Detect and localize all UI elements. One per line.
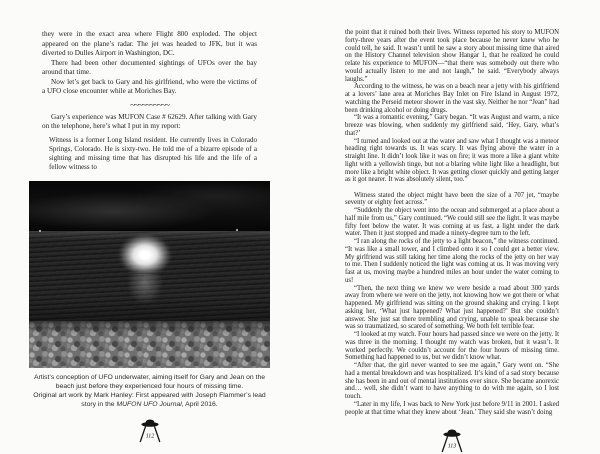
caption-credit-pre: Original art work by Mark Hanley: First appeared with Joseph Flammer’s lead story in the: [33, 391, 266, 408]
ufo-underwater-photo: [29, 181, 270, 368]
body-paragraph: Witness stated the object might have been the size of a 707 jet, “maybe seventy or eighty feet across.”: [345, 191, 559, 207]
caption-credit: [29, 391, 270, 409]
page-number: 113: [447, 443, 457, 450]
body-paragraph: “It was a romantic evening,” Gary began. “It was August and warm, a nice breeze was blowing, when suddenly my girlfriend said, ‘Hey, Gary, what’s that?’: [345, 114, 559, 137]
body-paragraph: “I looked at my watch. Four hours had passed since we were on the jetty. It was three in the morning. I thought my watch was broken, but it wasn’t. It worked perfectly. We couldn’t account for the four hours of missing time. Something had happened to us, but we didn’t know what.: [345, 331, 559, 362]
left-page: [29, 30, 270, 444]
journal-title: MUFON UFO Journal: [116, 400, 182, 408]
body-paragraph: they were in the exact area where Flight 800 exploded. The object appeared on the plane’s radar. The jet was headed to JFK, but it was diverted to Dulles Airport in Washington, DC.: [42, 30, 257, 57]
body-paragraph: According to the witness, he was on a beach near a jetty with his girlfriend at a lovers’ lane area at Moriches Bay Inlet on Fire Island in August 1972, watching the Perseid meteor shower in the vast sky. Neither he nor “Jean” had been drinking alcohol or doing drugs.: [345, 83, 559, 114]
ufo-underwater-light: [106, 224, 184, 286]
horizon-light-left: [39, 230, 41, 232]
pebble-beach: [29, 321, 270, 368]
report-intro-paragraph: Gary’s experience was MUFON Case # 62629. After talking with Gary on the telephone, here’s what I put in my report:: [42, 112, 257, 130]
section-divider: ~~~~~~~~~~: [130, 99, 169, 110]
body-paragraph: “Suddenly the object went into the ocean and submerged at a place about a half mile from us,” Gary continued. “We could still see the light. It was maybe fifty feet below the water. It was coming at us fast, a light under the dark water. Then it just stopped and made a ninety-degree turn to the left.: [345, 207, 559, 238]
body-paragraph: Now let’s get back to Gary and his girlfriend, who were the victims of a UFO close encounter while at Moriches Bay.: [42, 77, 257, 95]
caption-credit-post: , April 2016.: [181, 400, 218, 408]
body-paragraph: “Then, the next thing we knew we were beside a road about 300 yards away from where we were on the jetty, not knowing how we got there or what happened. My girlfriend was sitting on the ground shaking and crying. I kept asking her, ‘What just happened? What just happened?’ But she couldn’t answer. She just sat there trembling and crying, unable to speak because she was so traumatized, so scared of something. We both felt terrible fear.: [345, 284, 559, 331]
body-paragraph: There had been other documented sightings of UFOs over the bay around that time.: [42, 58, 257, 76]
photo-caption: [29, 373, 270, 409]
report-blockquote: Witness is a former Long Island resident. He currently lives in Colorado Springs, Colorado. He is sixty-two. He told me of a bizarre episode of a sighting and missing time that has disrupted his life and the life of a fellow witness to: [49, 135, 257, 172]
body-paragraph: the point that it ruined both their lives. Witness reported his story to MUFON forty-three years after the event took place because he never knew who he could tell, he said. It wasn’t until he saw a story about missing time that aired on the History Channel television show Hangar 1, that he realized he could relate his experience to MUFON—“that there was somebody out there who would actually listen to me and not laugh,” he said. “Everybody always laughs.”: [345, 29, 559, 83]
body-paragraph: “I turned and looked out at the water and saw what I thought was a meteor heading right towards us. It was scary. It was flying above the water in a straight line. It didn’t look like it was on fire; it was more a like a giant white light with a yellowish tinge, but not a blaring white light like a headlight, but more like a bright white object. It was getting closer quickly and getting larger as it got nearer. It was absolutely silent, too.”: [345, 137, 559, 184]
body-paragraph: “Later in my life, I was back to New York just before 9/11 in 2001. I asked people at that time what they knew about ‘Jean.’ They said she wasn’t doing: [345, 400, 559, 416]
ufo-page-ornament: [137, 416, 163, 444]
caption-description: Artist’s conception of UFO underwater, aiming itself for Gary and Jean on the beach just before they experienced four hours of missing time.: [33, 373, 266, 390]
right-page: [345, 29, 559, 454]
body-paragraph: “I ran along the rocks of the jetty to a light beacon,” the witness continued. “It was like a small tower, and I climbed onto it so I could get a better view. My girlfriend was still taking her time along the rocks of the jetty on her way to me. Then I suddenly noticed the light was coming at us. It was moving very fast at us, moving maybe a hundred miles an hour under the water coming to us!: [345, 238, 559, 284]
body-paragraph: “After that, the girl never wanted to see me again,” Gary went on. “She had a mental breakdown and was hospitalized. It’s kind of a sad story because she has been in and out of mental institutions ever since. She became anorexic and… well, she didn’t want to have anything to do with me again, so I lost touch.: [345, 362, 559, 400]
left-page-text-column: [29, 30, 270, 173]
page-number: 112: [145, 433, 154, 440]
